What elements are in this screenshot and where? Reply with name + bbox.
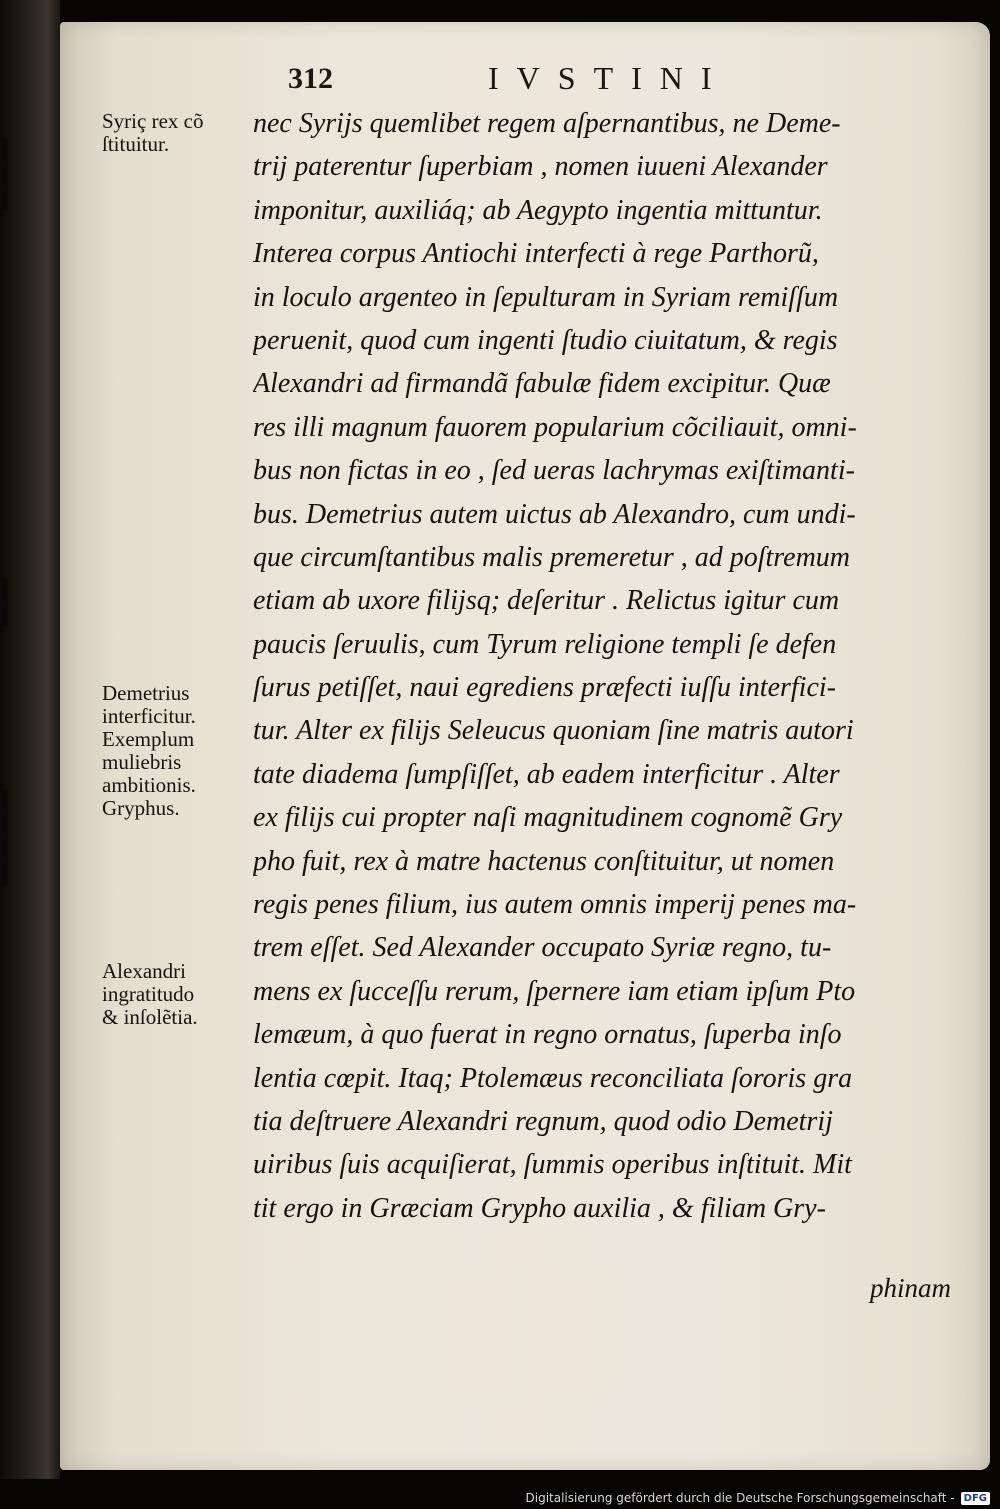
- text-line: que circumſtantibus malis premeretur , ad poſtremum: [253, 541, 851, 573]
- margin-note-line: interficitur.: [102, 704, 196, 728]
- text-line: bus. Demetrius autem uictus ab Alexandro, cum undi-: [253, 498, 856, 530]
- text-line: mens ex ſucceſſu rerum, ſpernere iam etiam ipſum Pto: [253, 975, 856, 1007]
- credit-text: Digitalisierung gefördert durch die Deutsche Forschungsgemeinschaft -: [525, 1491, 955, 1505]
- text-line: res illi magnum fauorem popularium cõciliauit, omni-: [253, 411, 857, 443]
- text-line: tit ergo in Græciam Grypho auxilia , & filiam Gry-: [253, 1192, 826, 1224]
- body-text: [253, 102, 963, 1230]
- digitization-credit: [526, 1491, 991, 1505]
- text-line: tur. Alter ex filijs Seleucus quoniam ſine matris autori: [253, 715, 854, 747]
- text-line: imponitur, auxiliáq; ab Aegypto ingentia mittuntur.: [253, 194, 823, 226]
- margin-note-line: Demetrius: [102, 681, 190, 705]
- running-head: [288, 60, 978, 104]
- text-line: ex filijs cui propter naſi magnitudinem cognomẽ Gry: [253, 802, 843, 834]
- margin-note: [102, 682, 196, 820]
- text-line: tia deſtruere Alexandri regnum, quod odio Demetrij: [253, 1105, 833, 1137]
- margin-note-line: ambitionis.: [102, 773, 196, 797]
- text-line: Alexandri ad firmandã fabulæ fidem excipitur. Quæ: [253, 368, 831, 400]
- margin-note-line: & inſolẽtia.: [102, 1005, 198, 1029]
- margin-note-line: muliebris: [102, 750, 182, 774]
- margin-note: [102, 960, 198, 1029]
- text-line: trem eſſet. Sed Alexander occupato Syriæ regno, tu-: [253, 932, 832, 964]
- margin-note: [102, 110, 203, 156]
- bleed-through-fragment: ▍ ▍ ▍ ▍: [2, 791, 18, 885]
- text-line: bus non fictas in eo , ſed ueras lachrymas exiſtimanti-: [253, 455, 855, 487]
- book-page: [60, 22, 990, 1470]
- text-line: lemæum, à quo fuerat in regno ornatus, ſuperba inſo: [253, 1019, 842, 1051]
- text-line: regis penes filium, ius autem omnis imperij penes ma-: [253, 889, 857, 921]
- bleed-through-fragment: ▍ ▍ ▍: [2, 141, 18, 211]
- text-line: in loculo argenteo in ſepulturam in Syriam remiſſum: [253, 281, 839, 313]
- margin-note-line: Gryphus.: [102, 796, 180, 820]
- text-line: lentia cœpit. Itaq; Ptolemæus reconciliata ſororis gra: [253, 1062, 853, 1094]
- text-line: pho fuit, rex à matre hactenus conſtituitur, ut nomen: [253, 845, 835, 877]
- text-line: etiam ab uxore filijsq; deſeritur . Relictus igitur cum: [253, 585, 840, 617]
- margin-note-line: Syriç rex cõ: [102, 109, 204, 133]
- text-line: uiribus ſuis acquiſierat, ſummis operibus inſtituit. Mit: [253, 1149, 852, 1181]
- running-title: IVSTINI: [488, 60, 730, 96]
- text-line: peruenit, quod cum ingenti ſtudio ciuitatum, & regis: [253, 324, 838, 356]
- bleed-through-fragment: ▍ ▍: [2, 581, 18, 627]
- text-line: nec Syrijs quemlibet regem aſpernantibus, ne Deme-: [253, 108, 841, 139]
- margin-note-line: Alexandri: [102, 959, 186, 983]
- margin-note-line: ingratitudo: [102, 982, 195, 1006]
- page-number: 312: [288, 62, 333, 95]
- catchword: phinam: [870, 1273, 951, 1303]
- margin-note-line: ſtituitur.: [102, 132, 170, 156]
- facing-page-edge: [0, 0, 60, 1509]
- text-line: ſurus petiſſet, naui egrediens præfecti iuſſu interfici-: [253, 672, 836, 704]
- text-line: paucis ſeruulis, cum Tyrum religione templi ſe defen: [253, 628, 837, 660]
- margin-note-line: Exemplum: [102, 727, 195, 751]
- text-line: trij paterentur ſuperbiam , nomen iuueni Alexander: [253, 151, 828, 183]
- text-line: tate diadema ſumpſiſſet, ab eadem interficitur . Alter: [253, 758, 840, 790]
- text-line: Interea corpus Antiochi interfecti à rege Parthorũ,: [253, 238, 819, 270]
- footer-band: [0, 1479, 1000, 1509]
- dfg-logo: DFG: [961, 1492, 990, 1505]
